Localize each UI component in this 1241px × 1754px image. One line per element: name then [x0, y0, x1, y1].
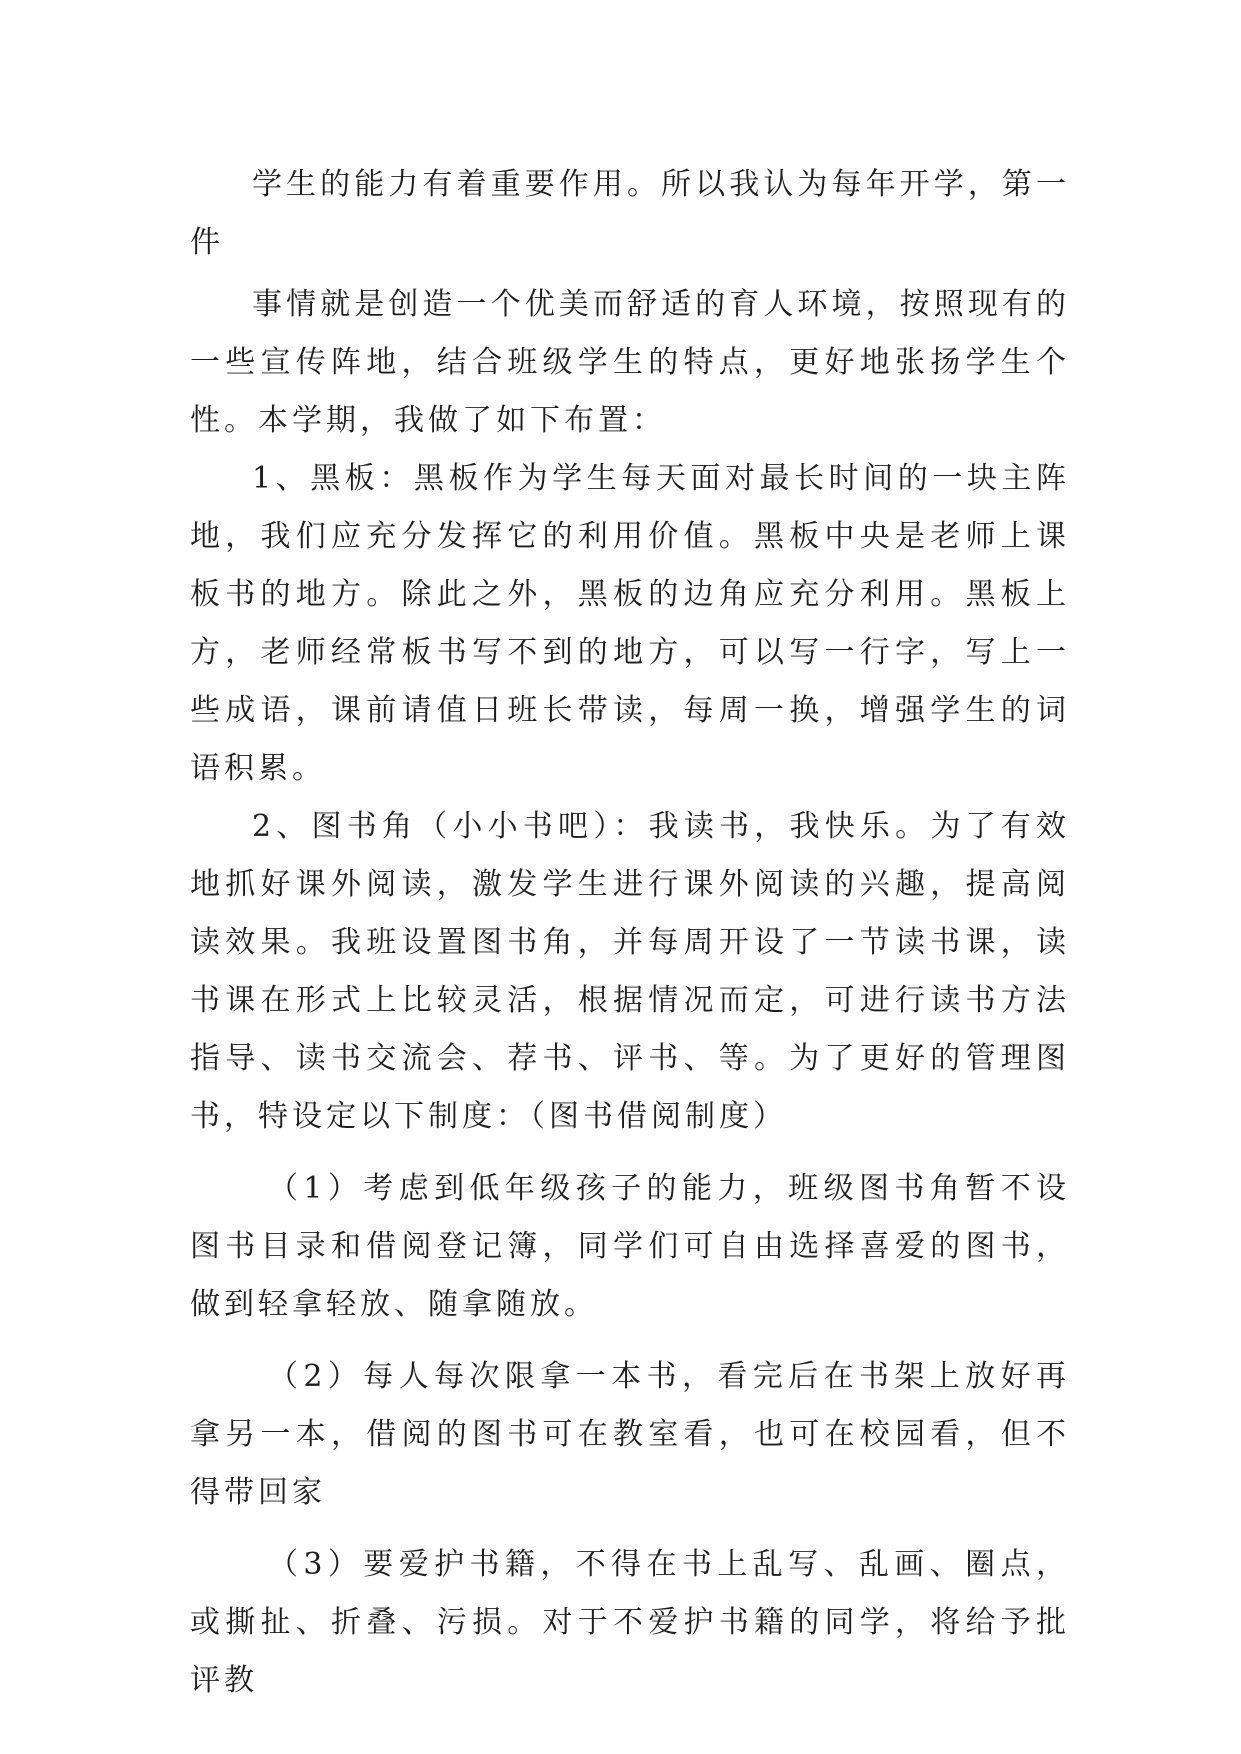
paragraph-blackboard: 1、黑板：黑板作为学生每天面对最长时间的一块主阵地，我们应充分发挥它的利用价值。黑板中央是老师上课板书的地方。除此之外，黑板的边角应充分利用。黑板上方，老师经常板书写不到的地方，可以写一行字，写上一些成语，课前请值日班长带读，每周一换，增强学生的词语积累。	[190, 461, 1070, 786]
paragraph-environment: 事情就是创造一个优美而舒适的育人环境，按照现有的一些宣传阵地，结合班级学生的特点，更好地张扬学生个性。本学期，我做了如下布置：	[190, 287, 1070, 438]
paragraph-rule-2: （2）每人每次限拿一本书，看完后在书架上放好再拿另一本，借阅的图书可在教室看，也可在校园看，但不得带回家	[190, 1359, 1070, 1510]
paragraph-intro: 学生的能力有着重要作用。所以我认为每年开学，第一件	[190, 167, 1070, 260]
document-body	[190, 156, 1070, 1710]
paragraph-rule-3: （3）要爱护书籍，不得在书上乱写、乱画、圈点，或撕扯、折叠、污损。对于不爱护书籍的同学，将给予批评教	[190, 1547, 1070, 1698]
paragraph-book-corner: 2、图书角（小小书吧）：我读书，我快乐。为了有效地抓好课外阅读，激发学生进行课外阅读的兴趣，提高阅读效果。我班设置图书角，并每周开设了一节读书课，读书课在形式上比较灵活，根据情况而定，可进行读书方法指导、读书交流会、荐书、评书、等。为了更好的管理图书，特设定以下制度：（图书借阅制度）	[190, 809, 1070, 1134]
paragraph-rule-1: （1）考虑到低年级孩子的能力，班级图书角暂不设图书目录和借阅登记簿，同学们可自由选择喜爱的图书，做到轻拿轻放、随拿随放。	[190, 1171, 1070, 1322]
